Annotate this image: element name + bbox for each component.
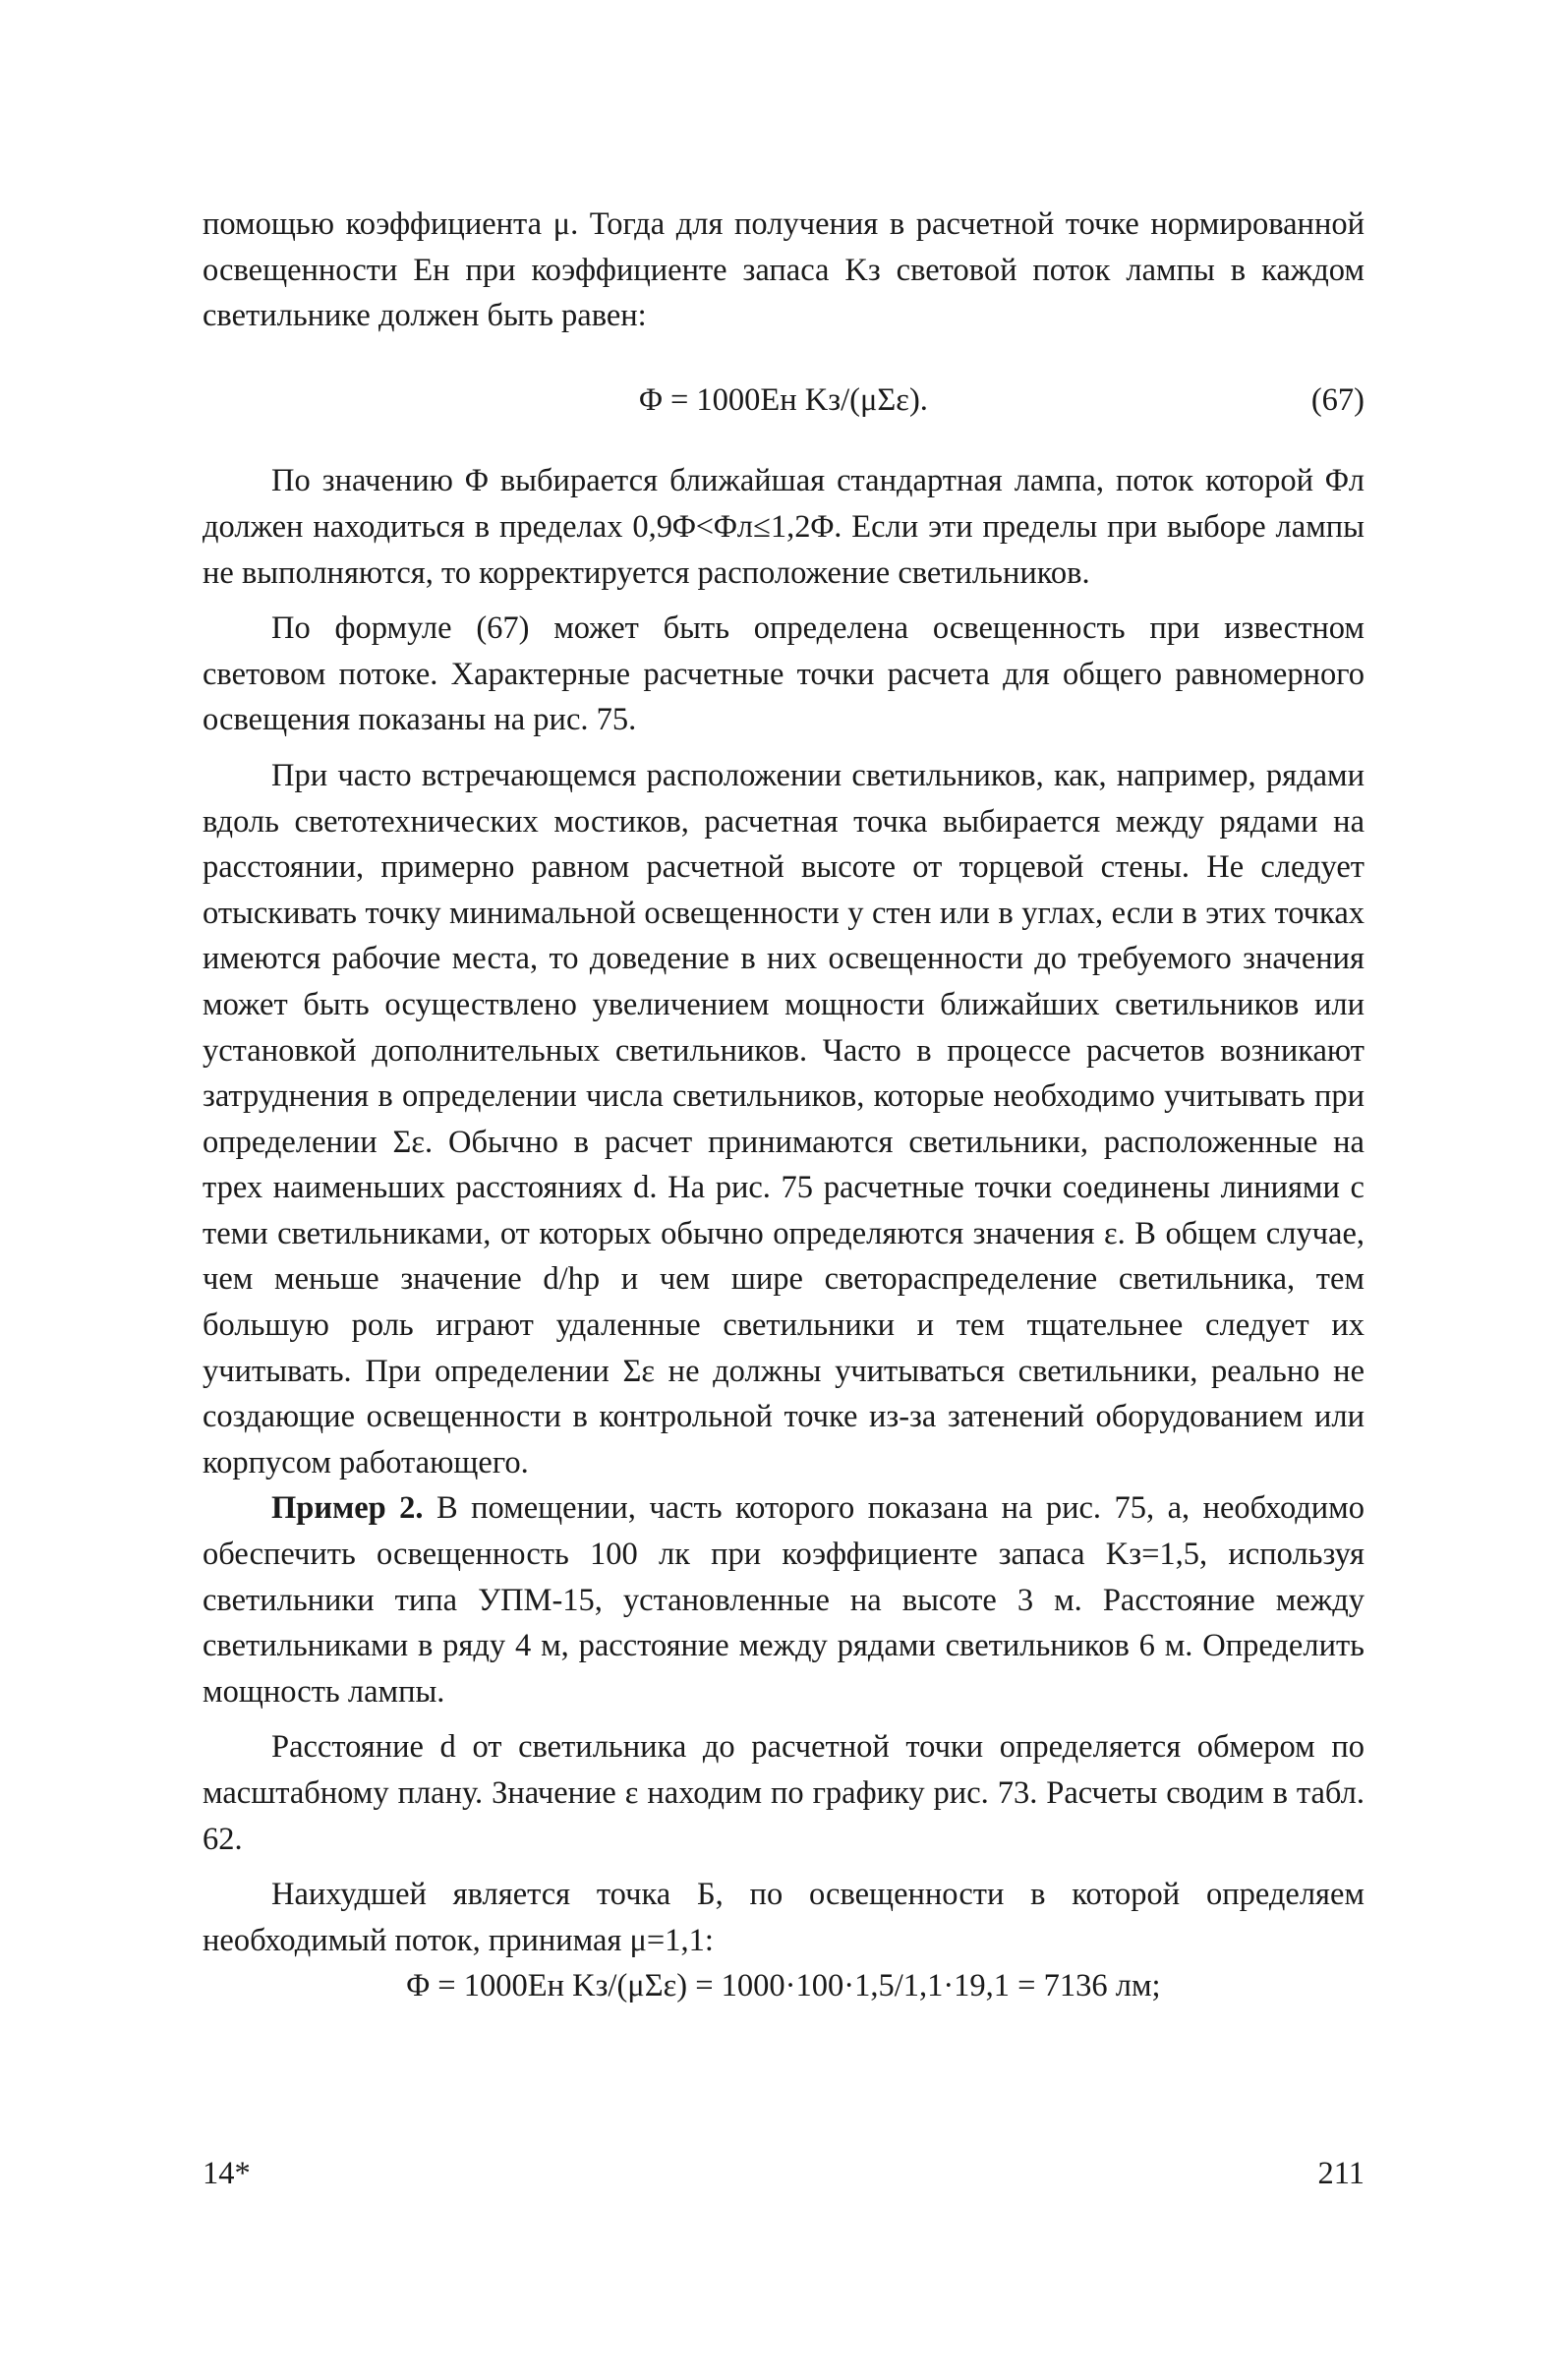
- paragraph-gap: [203, 1714, 1365, 1724]
- paragraph-gap: [203, 743, 1365, 753]
- paragraph-gap: [203, 596, 1365, 606]
- paragraph-lamp-selection: По значению Φ выбирается ближайшая стандартная лампа, поток которой Φл должен находиться в пределах 0,9Φ<Φл≤1,2Φ. Если эти пределы при выборе лампы не выполняются, то корректируется расположение светильников.: [203, 463, 1365, 591]
- formula-67: [203, 377, 1365, 424]
- example-text: В помещении, часть которого показана на рис. 75, а, необходимо обеспечить освещенность 100 лк при коэффициенте запаса Kз=1,5, используя светильники типа УПМ-15, установленные на высоте 3 м. Расстояние между светильниками в ряду 4 м, расстояние между рядами светильников 6 м. Определить мощность лампы.: [203, 1490, 1365, 1710]
- paragraph-formula-use: По формуле (67) может быть определена освещенность при известном световом потоке. Характерные расчетные точки расчета для общего равномерного освещения показаны на рис. 75.: [203, 610, 1365, 738]
- equation-number: (67): [1310, 381, 1365, 418]
- final-formula: Φ = 1000Eн Kз/(μΣε) = 1000·100·1,5/1,1·19,1 = 7136 лм;: [406, 1968, 1161, 2004]
- paragraph-distance: Расстояние d от светильника до расчетной точки определяется обмером по масштабному плану. Значение ε находим по графику рис. 73. Расчеты сводим в табл. 62.: [203, 1729, 1365, 1857]
- paragraph-gap: [203, 1862, 1365, 1872]
- paragraph-example: [203, 1485, 1365, 1714]
- signature-mark: 14*: [203, 2156, 251, 2191]
- example-label: Пример 2.: [271, 1490, 424, 1527]
- page-number: 211: [1317, 2156, 1365, 2191]
- paragraph-luminaire-arrangement: При часто встречающемся расположении светильников, как, например, рядами вдоль светотехнических мостиков, расчетная точка выбирается между рядами на расстоянии, примерно равном расчетной высоте от торцевой стены. Не следует отыскивать точку минимальной освещенности у стен или в углах, если в этих точках имеются рабочие места, то доведение в них освещенности до требуемого значения может быть осуществлено увеличением мощности ближайших светильников или установкой дополнительных светильников. Часто в процессе расчетов возникают затруднения в определении числа светильников, которые необходимо учитывать при определении Σε. Обычно в расчет принимаются светильники, расположенные на трех наименьших расстояниях d. На рис. 75 расчетные точки соединены линиями с теми светильниками, от которых обычно определяются значения ε. В общем случае, чем меньше значение d/hр и чем шире светораспределение светильника, тем большую роль играют удаленные светильники и тем тщательнее следует их учитывать. При определении Σε не должны учитываться светильники, реально не создающие освещенности в контрольной точке из-за затенений оборудованием или корпусом работающего.: [203, 757, 1365, 1480]
- paragraph-worst-point: Наихудшей является точка Б, по освещенности в которой определяем необходимый поток, принимая μ=1,1:: [203, 1877, 1365, 1958]
- paragraph-intro: помощью коэффициента μ. Тогда для получения в расчетной точке нормированной освещенности Eн при коэффициенте запаса Kз световой поток лампы в каждом светильнике должен быть равен:: [203, 206, 1365, 334]
- formula-67-expression: Φ = 1000Eн Kз/(μΣε).: [639, 381, 928, 418]
- page-footer: [203, 2156, 1365, 2205]
- body-text: [203, 202, 1365, 2009]
